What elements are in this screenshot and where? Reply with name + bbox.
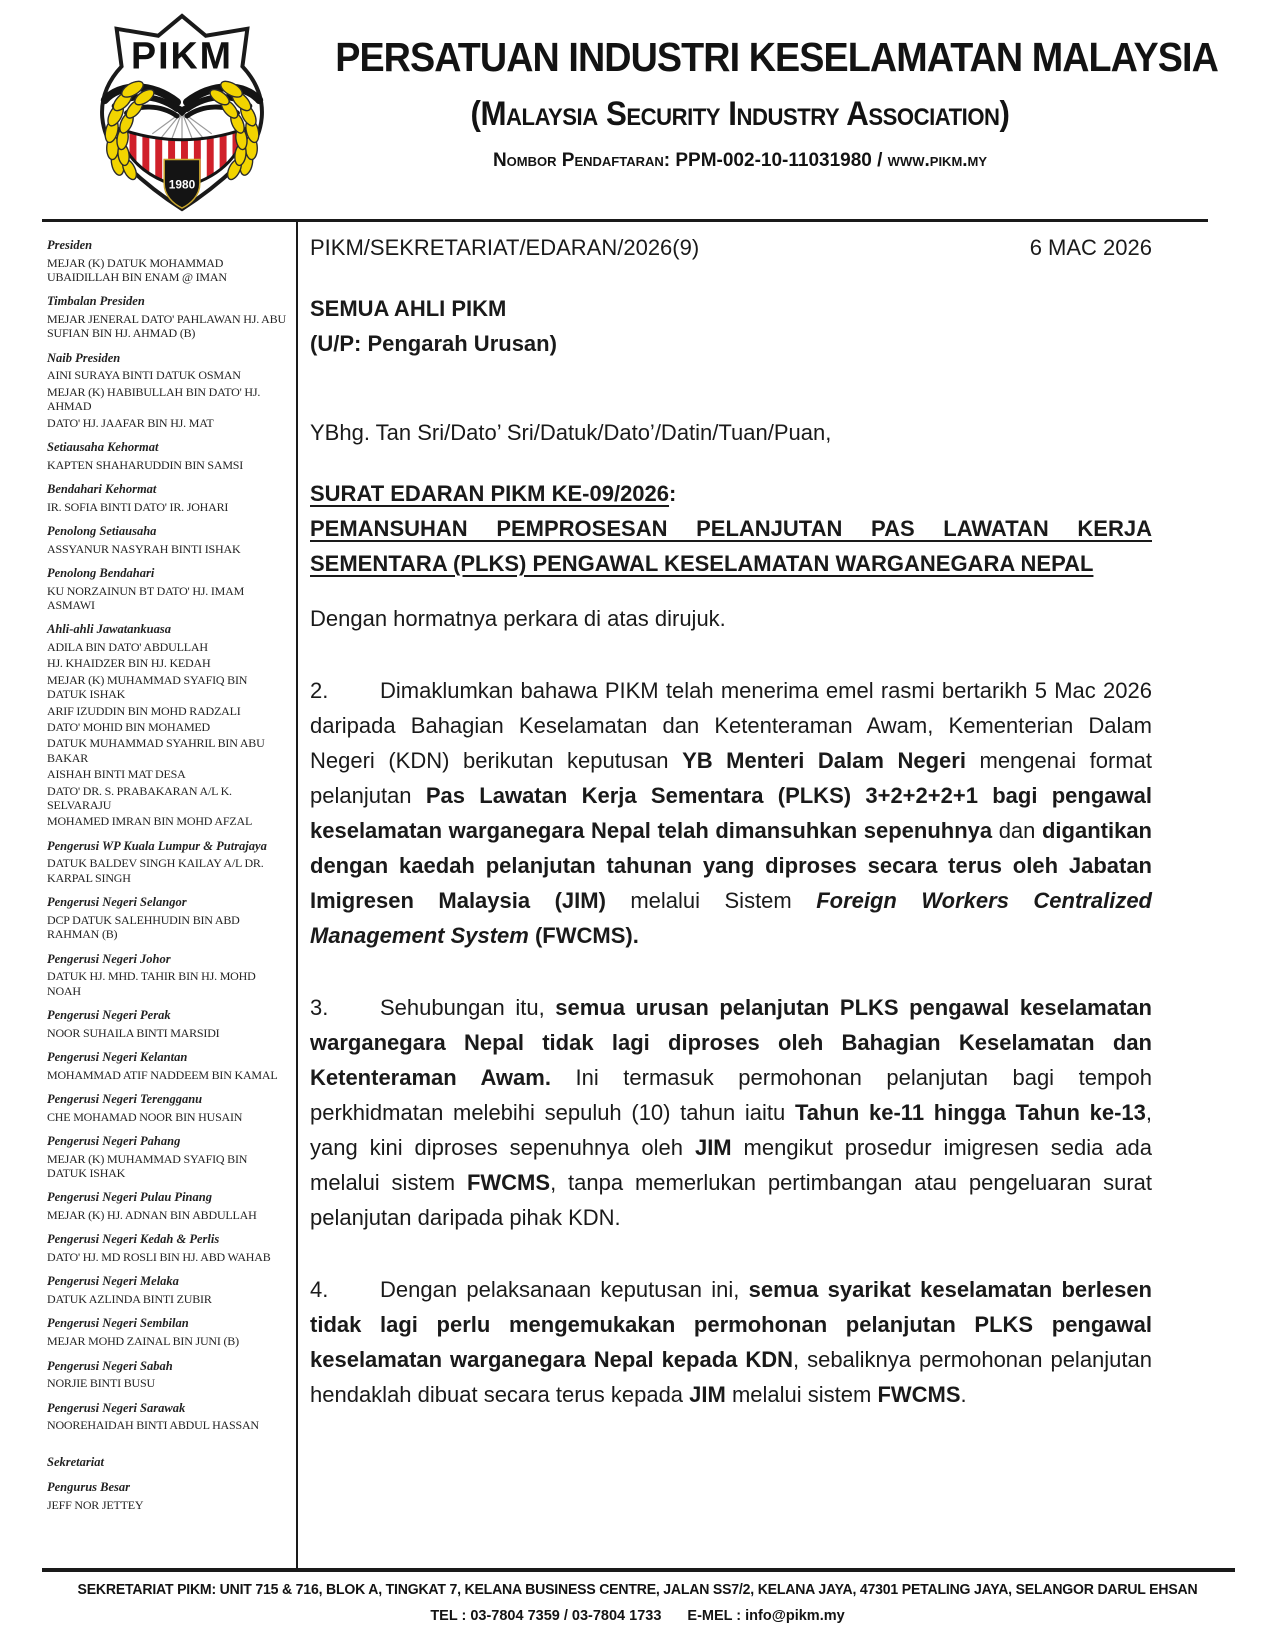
subject-reference-line [310,476,1152,511]
sidebar-member-name: AISHAH BINTI MAT DESA [47,767,186,782]
sidebar-member-name: MEJAR MOHD ZAINAL BIN JUNI (B) [47,1334,239,1349]
sidebar-section [47,895,289,941]
footer [0,1582,1275,1624]
sidebar-section-title: Pengerusi Negeri Kelantan [47,1050,188,1064]
sidebar-section-title: Naib Presiden [47,350,121,365]
footer-phone: TEL : 03-7804 7359 / 03-7804 1733 [430,1608,662,1624]
text-segment: Sehubungan itu, [380,995,556,1020]
sidebar-section-title: Pengerusi WP Kuala Lumpur & Putrajaya [47,838,267,853]
text-segment: Pas Lawatan Kerja Sementara (PLKS) 3+2+2+2+1 bagi pengawal keselamatan warganegara Nepal telah dimansuhkan sepenuhnya [310,783,1152,843]
sidebar-section-title: Pengerusi Negeri Johor [47,951,171,966]
letter-date: 6 MAC 2026 [1029,235,1152,260]
sidebar-section-title: Pengerusi Negeri Perak [47,1007,171,1022]
sidebar-section [47,524,289,556]
sidebar-section [47,1316,289,1348]
paragraph-number: 2. [310,678,329,703]
sidebar-member-name: NOOREHAIDAH BINTI ABDUL HASSAN [47,1418,259,1433]
sidebar-section-title: Setiausaha Kehormat [47,440,159,454]
header-divider [42,219,1208,222]
reference-number: PIKM/SEKRETARIAT/EDARAN/2026(9) [310,235,700,260]
sidebar-member-name: NOOR SUHAILA BINTI MARSIDI [47,1025,220,1040]
sidebar-divider [296,219,298,1569]
sidebar-member-name: DATUK AZLINDA BINTI ZUBIR [47,1292,212,1307]
sidebar-member-name: MEJAR (K) HABIBULLAH BIN DATO' HJ. AHMAD [47,384,261,414]
text-segment: Ini termasuk permohonan pelanjutan bagi tempoh perkhidmatan melebihi sepuluh (10) tahun iaitu [310,1065,1152,1125]
opening-line: Dengan hormatnya perkara di atas dirujuk. [310,606,726,631]
sidebar-section [47,1480,289,1512]
sidebar-section-title: Pengerusi Negeri Sembilan [47,1316,189,1331]
sidebar-section-title: Penolong Bendahari [47,566,155,581]
sidebar-member-name: KU NORZAINUN BT DATO' HJ. IMAM ASMAWI [47,583,245,613]
text-segment: semua syarikat keselamatan berlesen tidak lagi perlu mengemukakan permohonan pelanjutan PLKS pengawal keselamatan warganegara Nepal kepada KDN [310,1277,1152,1372]
sidebar-member-name: DATO' HJ. MD ROSLI BIN HJ. ABD WAHAB [47,1250,271,1265]
logo-year: 1980 [168,177,196,192]
sidebar-member-name: DATO' MOHID BIN MOHAMED [47,720,211,735]
sidebar-section-title: Pengerusi Negeri Terengganu [47,1092,203,1107]
paragraph-4 [310,1272,1152,1412]
text-segment: dan [992,818,1042,843]
footer-divider [42,1568,1235,1572]
text-segment: Dengan pelaksanaan keputusan ini, [380,1277,749,1302]
sidebar-section-title: Pengerusi Negeri Selangor [47,895,187,910]
reference-row [310,230,1152,265]
sidebar-section-title: Timbalan Presiden [47,294,145,309]
sidebar-section [47,351,289,430]
sidebar-member-name: MOHAMED IMRAN BIN MOHD AFZAL [47,814,253,829]
footer-contact [0,1608,1275,1624]
sidebar-member-name: KAPTEN SHAHARUDDIN BIN SAMSI [47,457,244,472]
text-segment: Tahun ke-11 hingga Tahun ke-13 [794,1100,1146,1125]
paragraph-text [310,1277,1152,1407]
sidebar-member-name: ADILA BIN DATO' ABDULLAH [47,640,208,655]
sidebar-member-name: MEJAR (K) MUHAMMAD SYAFIQ BIN DATUK ISHAK [47,672,248,702]
sidebar-member-name: MEJAR JENERAL DATO' PAHLAWAN HJ. ABU SUFIAN BIN HJ. AHMAD (B) [47,312,286,341]
subject-heading [310,476,1152,581]
sidebar-member-name: MEJAR (K) HJ. ADNAN BIN ABDULLAH [47,1208,257,1223]
text-segment: JIM [694,1135,732,1160]
sidebar-section [47,566,289,612]
sidebar-section [47,1050,289,1082]
sidebar-section [47,952,289,998]
sidebar-member-name: HJ. KHAIDZER BIN HJ. KEDAH [47,656,211,671]
letterhead-text [300,34,1218,172]
sidebar-member-name: DATUK MUHAMMAD SYAHRIL BIN ABU BAKAR [47,736,265,765]
text-segment: mengikut prosedur imigresen sedia ada melalui sistem [310,1135,1152,1195]
sidebar-member-name: DATO' HJ. JAAFAR BIN HJ. MAT [47,415,214,430]
sidebar-section [47,1401,289,1433]
recipient-block [310,291,1152,361]
sidebar-section [47,440,289,472]
text-segment: YB Menteri Dalam Negeri [682,748,966,773]
sidebar-section [47,839,289,885]
paragraph-number: 4. [310,1277,329,1302]
sidebar-section-title: Pengerusi Negeri Sabah [47,1358,173,1373]
org-name-english: (Malaysia Security Industry Association) [470,95,1010,133]
recipient-line: SEMUA AHLI PIKM [310,296,507,321]
sidebar-section [47,238,289,284]
sidebar-section [47,1455,289,1471]
sidebar-section [47,622,289,828]
letter-body [310,230,1152,1412]
sidebar-section [47,294,289,340]
paragraph-text [310,678,1152,948]
officer-sidebar [47,238,289,1522]
paragraph-text [310,995,1152,1230]
sidebar-sections [47,238,289,1512]
sidebar-section [47,1092,289,1124]
footer-address: SEKRETARIAT PIKM: UNIT 715 & 716, BLOK A, TINGKAT 7, KELANA BUSINESS CENTRE, JALAN SS7/2, KELANA JAYA, 47301 PETALING JAYA, SELANGOR DARUL EHSAN [77,1582,1198,1598]
paragraph-3 [310,990,1152,1235]
logo-acronym: PIKM [131,34,233,77]
text-segment: , tanpa memerlukan pertimbangan atau pengeluaran surat pelanjutan daripada pihak KDN. [310,1170,1152,1230]
sidebar-section [47,1359,289,1391]
text-segment: FWCMS [877,1382,961,1407]
footer-email: E-MEL : info@pikm.my [687,1608,845,1624]
text-segment: , yang kini diproses sepenuhnya oleh [310,1100,1152,1160]
sidebar-section-title: Pengerusi Negeri Pulau Pinang [47,1190,212,1205]
subject-colon: : [669,481,677,506]
sidebar-section [47,482,289,514]
text-segment: JIM [689,1382,726,1407]
sidebar-member-name: NORJIE BINTI BUSU [47,1376,155,1391]
sidebar-section-title: Sekretariat [47,1454,104,1469]
sidebar-member-name: IR. SOFIA BINTI DATO' IR. JOHARI [47,499,229,514]
sidebar-section [47,1008,289,1040]
sidebar-member-name: AINI SURAYA BINTI DATUK OSMAN [47,368,241,383]
sidebar-member-name: MEJAR (K) DATUK MOHAMMAD UBAIDILLAH BIN ENAM @ IMAN [47,255,227,285]
text-segment: , sebaliknya permohonan pelanjutan hendaklah dibuat secara terus kepada [310,1347,1152,1407]
sidebar-section-title: Pengerusi Negeri Pahang [47,1134,181,1149]
sidebar-section-title: Pengerusi Negeri Sarawak [47,1400,186,1415]
sidebar-section-title: Bendahari Kehormat [47,482,157,497]
sidebar-section-title: Ahli-ahli Jawatankuasa [47,622,171,637]
text-segment: semua urusan pelanjutan PLKS pengawal keselamatan warganegara Nepal tidak lagi diproses oleh Bahagian Keselamatan dan Ketenteraman Awam. [310,995,1152,1090]
subject-reference: SURAT EDARAN PIKM KE-09/2026 [310,481,670,506]
sidebar-member-name: ASSYANUR NASYRAH BINTI ISHAK [47,541,241,556]
text-segment: melalui sistem [725,1382,878,1407]
text-segment: . [960,1382,967,1407]
text-segment: digantikan dengan kaedah pelanjutan tahunan yang diproses secara terus oleh Jabatan Imigresen Malaysia (JIM) [310,818,1152,913]
sidebar-section-title: Presiden [47,238,93,252]
sidebar-member-name: JEFF NOR JETTEY [47,1497,144,1512]
text-segment: melalui Sistem [605,888,817,913]
sidebar-section-title: Pengurus Besar [47,1480,131,1495]
sidebar-section [47,1274,289,1306]
sidebar-section-title: Pengerusi Negeri Melaka [47,1274,179,1289]
text-segment: FWCMS [466,1170,551,1195]
recipient-attention: (U/P: Pengarah Urusan) [310,331,557,356]
sidebar-member-name: MEJAR (K) MUHAMMAD SYAFIQ BIN DATUK ISHAK [47,1151,248,1181]
pikm-logo [78,12,286,214]
sidebar-section-title: Penolong Setiausaha [47,524,157,539]
sidebar-member-name: DATUK BALDEV SINGH KAILAY A/L DR. KARPAL SINGH [47,856,264,885]
sidebar-member-name: MOHAMMAD ATIF NADDEEM BIN KAMAL [47,1067,278,1082]
org-name-malay: PERSATUAN INDUSTRI KESELAMATAN MALAYSIA [335,34,1218,80]
paragraph-2 [310,673,1152,953]
sidebar-section [47,1190,289,1222]
paragraph-number: 3. [310,995,329,1020]
subject-title: PEMANSUHAN PEMPROSESAN PELANJUTAN PAS LAWATAN KERJA SEMENTARA (PLKS) PENGAWAL KESELAMATAN WARGANEGARA NEPAL [310,516,1152,576]
text-segment: Foreign Workers Centralized Management System [310,888,1152,948]
pikm-logo-graphic [78,12,286,214]
text-segment: Dimaklumkan bahawa PIKM telah menerima emel rasmi bertarikh 5 Mac 2026 daripada Bahagian Keselamatan dan Ketenteraman Awam, Kementerian Dalam Negeri (KDN) berikutan keputusan [310,678,1152,773]
text-segment: (FWCMS). [528,923,639,948]
sidebar-member-name: ARIF IZUDDIN BIN MOHD RADZALI [47,703,241,718]
sidebar-member-name: DATUK HJ. MHD. TAHIR BIN HJ. MOHD NOAH [47,969,256,998]
letterhead [0,0,1275,220]
sidebar-section-title: Pengerusi Negeri Kedah & Perlis [47,1232,220,1247]
registration-line: Nombor Pendaftaran: PPM-002-10-11031980 / www.pikm.my [492,150,988,171]
sidebar-section [47,1134,289,1180]
sidebar-member-name: DCP DATUK SALEHHUDIN BIN ABD RAHMAN (B) [47,912,240,942]
sidebar-member-name: CHE MOHAMAD NOOR BIN HUSAIN [47,1109,243,1124]
sidebar-section [47,1232,289,1264]
salutation: YBhg. Tan Sri/Dato’ Sri/Datuk/Dato’/Datin/Tuan/Puan, [310,420,832,445]
text-segment: mengenai format pelanjutan [310,748,1153,808]
sidebar-member-name: DATO' DR. S. PRABAKARAN A/L K. SELVARAJU [47,783,232,812]
